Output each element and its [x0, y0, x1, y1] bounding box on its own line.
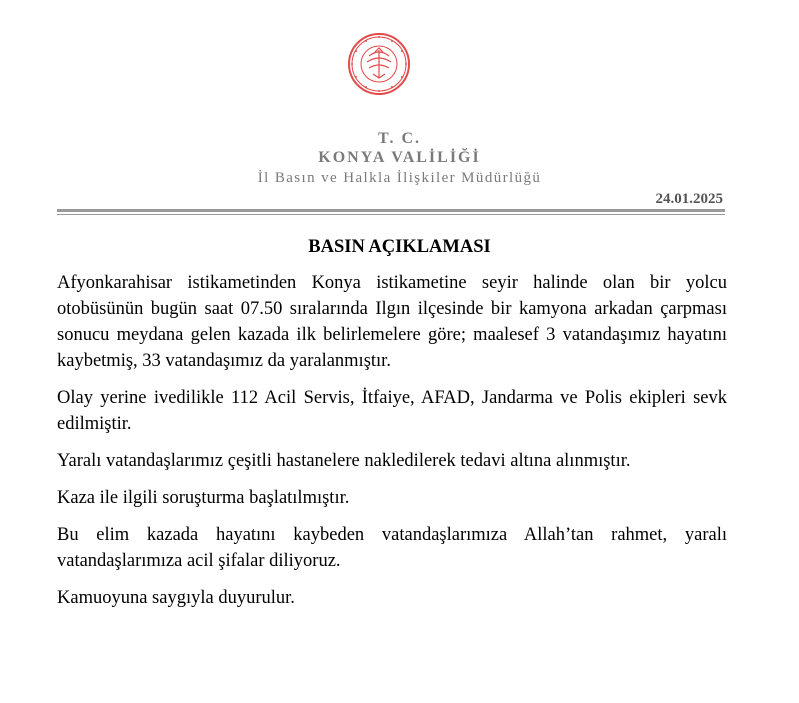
document-title: BASIN AÇIKLAMASI: [308, 237, 491, 257]
letterhead-governorship: KONYA VALİLİĞİ: [318, 149, 481, 166]
letterhead-tc: T. C.: [377, 130, 422, 147]
paragraph-response: Olay yerine ivedilikle 112 Acil Servis, İtfaiye, AFAD, Jandarma ve Polis ekipleri sevk edilmiştir.: [57, 388, 727, 434]
header-divider-thin: [57, 214, 725, 215]
paragraph-injured: Yaralı vatandaşlarımız çeşitli hastanelere nakledilerek tedavi altına alınmıştır.: [57, 451, 631, 471]
document-date: 24.01.2025: [655, 191, 723, 207]
paragraph-condolence: Bu elim kazada hayatını kaybeden vatandaşlarımıza Allah’tan rahmet, yaralı vatandaşlarımıza acil şifalar diliyoruz.: [57, 525, 727, 571]
header-divider: [57, 209, 725, 212]
paragraph-accident: Afyonkarahisar istikametinden Konya istikametine seyir halinde olan bir yolcu otobüsünün bugün saat 07.50 sıralarında Ilgın ilçesinde bir kamyona arkadan çarpması sonucu meydana gelen kazada ilk belirlemelere göre; maalesef 3 vatandaşımız hayatını kaybetmiş, 33 vatandaşımız da yaralanmıştır.: [57, 273, 727, 371]
letterhead-department: İl Basın ve Halkla İlişkiler Müdürlüğü: [257, 170, 542, 186]
konya-governorship-seal-icon: [347, 32, 411, 96]
paragraph-investigation: Kaza ile ilgili soruşturma başlatılmıştır.: [57, 488, 350, 508]
paragraph-closing: Kamuoyuna saygıyla duyurulur.: [57, 588, 295, 608]
document-body: [57, 270, 727, 622]
